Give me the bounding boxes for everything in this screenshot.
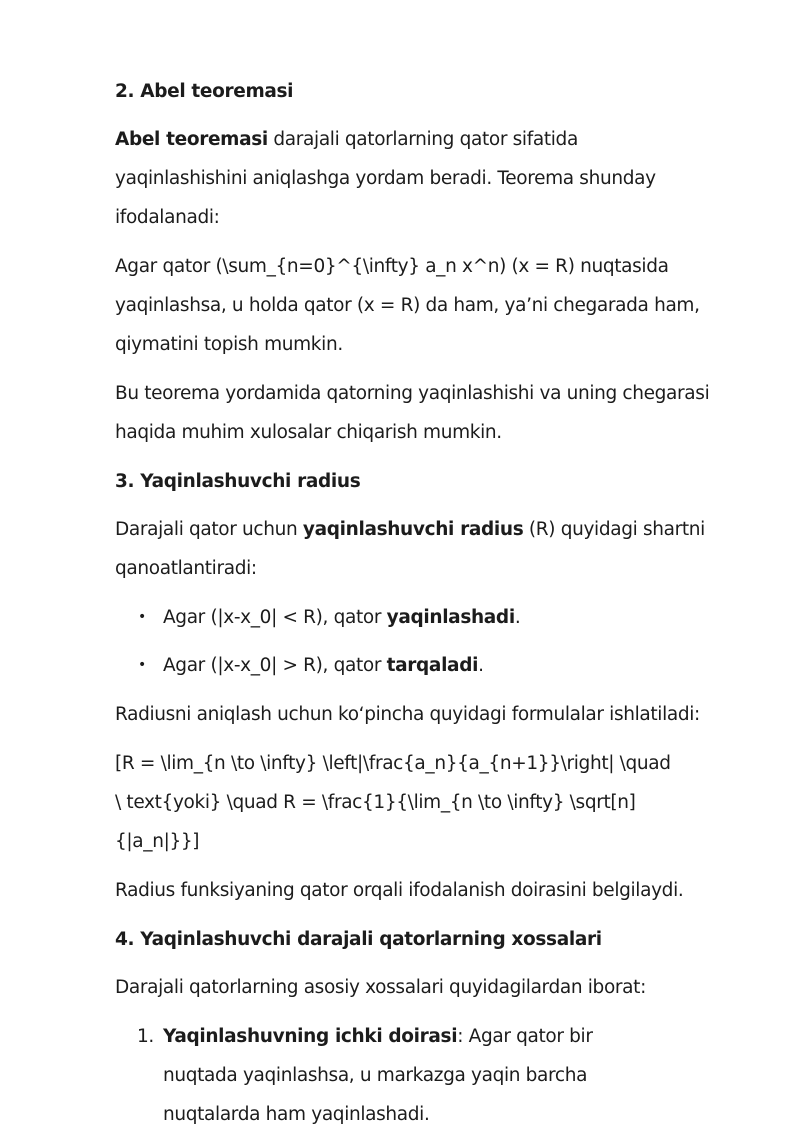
radius-term: yaqinlashuvchi radius	[302, 519, 524, 540]
list-item-end: .	[478, 655, 484, 676]
list-item-bold: tarqaladi	[386, 655, 479, 676]
list-item-text: Agar (|x-x_0| > R), qator	[163, 655, 387, 676]
document-page	[115, 72, 755, 1134]
radius-intro-text-b: (R) quyidagi shartni qanoatlantiradi:	[115, 519, 705, 579]
list-item-text: Agar (|x-x_0| < R), qator	[163, 607, 387, 628]
section-heading-radius: 3. Yaqinlashuvchi radius	[115, 471, 361, 492]
list-item-number: 1.	[137, 1026, 154, 1047]
bullet-icon: •	[138, 657, 146, 673]
list-item-inner-disc	[115, 1017, 663, 1134]
list-item-end: .	[514, 607, 521, 628]
list-item-diverges	[115, 646, 755, 685]
list-item-converges	[115, 598, 755, 637]
section-heading-abel: 2. Abel teoremasi	[115, 81, 294, 102]
abel-term: Abel teoremasi	[115, 129, 268, 150]
list-item-bold: Yaqinlashuvning ichki doirasi	[163, 1026, 458, 1047]
properties-list	[115, 1017, 755, 1134]
list-item-bold: yaqinlashadi	[386, 607, 515, 628]
section-heading-properties: 4. Yaqinlashuvchi darajali qatorlarning xossalari	[115, 929, 602, 950]
formula-intro-paragraph: Radiusni aniqlash uchun ko‘pincha quyidagi formulalar ishlatiladi:	[115, 704, 700, 725]
properties-intro-paragraph: Darajali qatorlarning asosiy xossalari quyidagilardan iborat:	[115, 977, 646, 998]
convergence-conditions-list	[115, 598, 755, 685]
abel-definition-text: darajali qatorlarning qator sifatida yaqinlashishini aniqlashga yordam beradi. Teorema shunday ifodalanadi:	[115, 129, 656, 228]
radius-formula: [R = \lim_{n \to \infty} \left|\frac{a_n}{a_{n+1}}\right| \quad \ text{yoki} \quad R = \frac{1}{\lim_{n \to \infty} \sqrt[n]{|a_n|}}]	[115, 753, 671, 852]
list-item-text: : Agar qator bir nuqtada yaqinlashsa, u markazga yaqin barcha nuqtalarda ham yaqinlashadi.	[163, 1026, 593, 1125]
abel-statement-paragraph: Agar qator (\sum_{n=0}^{\infty} a_n x^n) (x = R) nuqtasida yaqinlashsa, u holda qator (x = R) da ham, ya’ni chegarada ham, qiymatini topish mumkin.	[115, 256, 700, 355]
radius-intro-paragraph	[115, 510, 715, 588]
abel-conclusion-paragraph: Bu teorema yordamida qatorning yaqinlashishi va uning chegarasi haqida muhim xulosalar chiqarish mumkin.	[115, 383, 710, 443]
radius-intro-text-a: Darajali qator uchun	[115, 519, 303, 540]
radius-note-paragraph: Radius funksiyaning qator orqali ifodalanish doirasini belgilaydi.	[115, 880, 684, 901]
bullet-icon: •	[138, 609, 146, 625]
abel-definition-paragraph	[115, 120, 715, 237]
